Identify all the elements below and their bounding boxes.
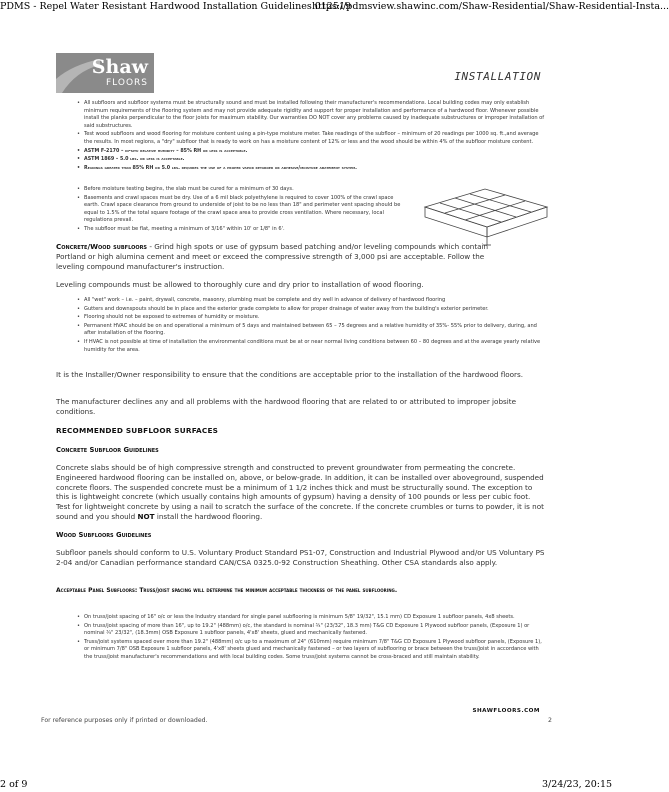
- moisture-bullet-list: [78, 100, 546, 172]
- list-item: • Gutters and downspouts should be in place and the exterior grade complete to allow for proper drainage of water away from the building's exterior perimeter.: [78, 306, 546, 314]
- list-item: • All subfloors and subfloor systems must be structurally sound and must be installed following their manufacturer's recommendations. Local building codes may only establish minimum requirements of the flooring system and may not provide adequate rigidity and support for proper installation and performance of a hardwood floor. Whenever possible install the planks perpendicular to the floor joists for maximum stability. Our warranties DO NOT cover any problems caused by inadequate substructures or improper installation of said substructures.: [78, 100, 546, 130]
- manufacturer-paragraph: The manufacturer declines any and all problems with the hardwood flooring that are related to or attributed to improper jobsite conditions.: [56, 397, 516, 416]
- concrete-guidelines-text-end: install the hardwood flooring.: [154, 511, 263, 521]
- crawl-space-bullet-list: [78, 186, 410, 234]
- concrete-wood-heading: Concrete/Wood subfloors: [56, 242, 148, 251]
- crawl-space-diagram: [415, 185, 555, 249]
- logo-sub: FLOORS: [105, 78, 148, 88]
- wood-guidelines-heading: Wood Subfloors Guidelines: [56, 531, 152, 539]
- page-number: 2: [548, 717, 552, 724]
- logo-brand: Shaw: [91, 56, 148, 78]
- print-footer-datetime: 3/24/23, 20:15: [542, 779, 613, 790]
- concrete-guidelines-text: Concrete slabs should be of high compressive strength and constructed to prevent groundwater from permeating the concrete. Engineered hardwood flooring can be installed on, above, or below-grade. In addition, it can be installed over aboveground, suspended concrete floors. The suspended concrete must be a minimum of 1 1/2 inches thick and must be structurally sound. The exception to this is lightweight concrete (which usually contains high amounts of gypsum) having a density of 100 pounds or less per cubic foot. Test for lightweight concrete by using a nail to scratch the surface of the concrete. If the concrete crumbles or turns to powder, it is not sound and you should: [56, 463, 544, 521]
- installer-paragraph: It is the Installer/Owner responsibility to ensure that the conditions are acceptable prior to the installation of the hardwood floors.: [56, 370, 524, 379]
- shaw-floors-logo: [56, 53, 154, 93]
- list-item: • ASTM 1869 – 5.0 lbs. or less is acceptable.: [78, 156, 546, 164]
- concrete-wood-text: - Grind high spots or use of gypsum based patching and/or leveling compounds which contain Portland or high alumina cement and meet or exceed the compressive strength of 3,000 psi are acceptable. Follow the leveling compound manufacturer's instruction.: [56, 242, 489, 271]
- leveling-paragraph: Leveling compounds must be allowed to thoroughly cure and dry prior to installation of wood flooring.: [56, 280, 424, 289]
- jobsite-bullet-list: [78, 297, 546, 354]
- section-title: INSTALLATION: [454, 70, 541, 83]
- recommended-heading: RECOMMENDED SUBFLOOR SURFACES: [56, 426, 219, 435]
- print-footer-page: 2 of 9: [0, 779, 28, 790]
- list-item: • Before moisture testing begins, the slab must be cured for a minimum of 30 days.: [78, 186, 410, 194]
- list-item: • On truss/joist spacing of 16" o/c or less the Industry standard for single panel subflooring is minimum 5/8" 19/32", 15.1 mm) CD Exposure 1 subfloor panels, 4x8 sheets.: [78, 614, 546, 622]
- print-header-title: PDMS - Repel Water Resistant Hardwood Installation Guidelines 012519: [0, 1, 351, 12]
- print-header-url: https://pdmsview.shawinc.com/Shaw-Residential/Shaw-Residential-Insta...: [312, 1, 669, 12]
- list-item: • Truss/joist systems spaced over more than 19.2" (488mm) o/c up to a maximum of 24" (610mm) require minimum 7/8" T&G CD Exposure 1 Plywood subfloor panels, (Exposure 1), or minimum 7/8" OSB Exposure 1 subfloor panels, 4'x8' sheets glued and mechanically fastened – or two layers of subflooring or brace between the truss/joist in accordance with the truss/joist manufacturer's recommendations and with local building codes. Some truss/joist systems cannot be cross-braced and still maintain stability.: [78, 639, 546, 662]
- list-item: • All "wet" work – i.e. – paint, drywall, concrete, masonry, plumbing must be complete and dry well in advance of delivery of hardwood flooring: [78, 297, 546, 305]
- concrete-wood-paragraph: [56, 242, 508, 271]
- list-item: • Permanent HVAC should be on and operational a minimum of 5 days and maintained between 65 – 75 degrees and a relative humidity of 35%- 55% prior to delivery, during, and after installation of the flooring.: [78, 323, 546, 338]
- concrete-guidelines-heading: Concrete Subfloor Guidelines: [56, 446, 159, 454]
- concrete-guidelines-emphasis: NOT: [137, 511, 155, 521]
- list-item: • On truss/joist spacing of more than 16", up to 19.2" (488mm) o/c, the standard is nominal ¾" (23/32", 18.3 mm) T&G CD Exposure 1 Plywood subfloor panels, (Exposure 1) or nominal ¾" 23/32", (18.3mm) OSB Exposure 1 subfloor panels, 4'x8' sheets, glued and mechanically fastened.: [78, 623, 546, 638]
- acceptable-panel-heading: Acceptable Panel Subfloors: Truss/joist spacing will determine the minimum acceptable thickness of the panel subflooring.: [56, 587, 398, 594]
- panel-bullet-list: [78, 614, 546, 662]
- list-item: • If HVAC is not possible at time of installation the environmental conditions must be at or near normal living conditions between 60 – 80 degrees and at the average yearly relative humidity for the area.: [78, 339, 546, 354]
- concrete-guidelines-paragraph: [56, 463, 546, 522]
- list-item: • ASTM F-2170 – in-situ relative humidity – 85% RH or less is acceptable.: [78, 148, 546, 156]
- reference-note: For reference purposes only if printed or downloaded.: [41, 717, 208, 724]
- list-item: • The subfloor must be flat, meeting a minimum of 3/16" within 10' or 1/8" in 6'.: [78, 226, 410, 234]
- wood-guidelines-paragraph: Subfloor panels should conform to U.S. Voluntary Product Standard PS1-07, Construction and Industrial Plywood and/or US Voluntary PS 2-04 and/or Canadian performance standard CAN/CSA 0325.0-92 Construction Sheathing. Other CSA standards also apply.: [56, 548, 545, 567]
- list-item: • Basements and crawl spaces must be dry. Use of a 6 mil black polyethylene is required to cover 100% of the crawl space earth. Crawl space clearance from ground to underside of joist to be no less than 18" and perimeter vent spacing should be equal to 1.5% of the total square footage of the crawl space area to provide cross ventilation. Where necessary, local regulations prevail.: [78, 195, 410, 225]
- website-link[interactable]: SHAWFLOORS.COM: [472, 708, 540, 714]
- list-item: • Flooring should not be exposed to extremes of humidity or moisture.: [78, 314, 546, 322]
- list-item: • Test wood subfloors and wood flooring for moisture content using a pin-type moisture meter. Take readings of the subfloor – minimum of 20 readings per 1000 sq. ft.,and average the results. In most regions, a "dry" subfloor that is ready to work on has a moisture content of 12% or less and the wood should be within 4% of the subfloor moisture content.: [78, 131, 546, 146]
- list-item: • Readings greater than 85% RH or 5.0 lbs. requires the use of a proper vapor retarder or adhesive/moisture abatement system.: [78, 165, 546, 173]
